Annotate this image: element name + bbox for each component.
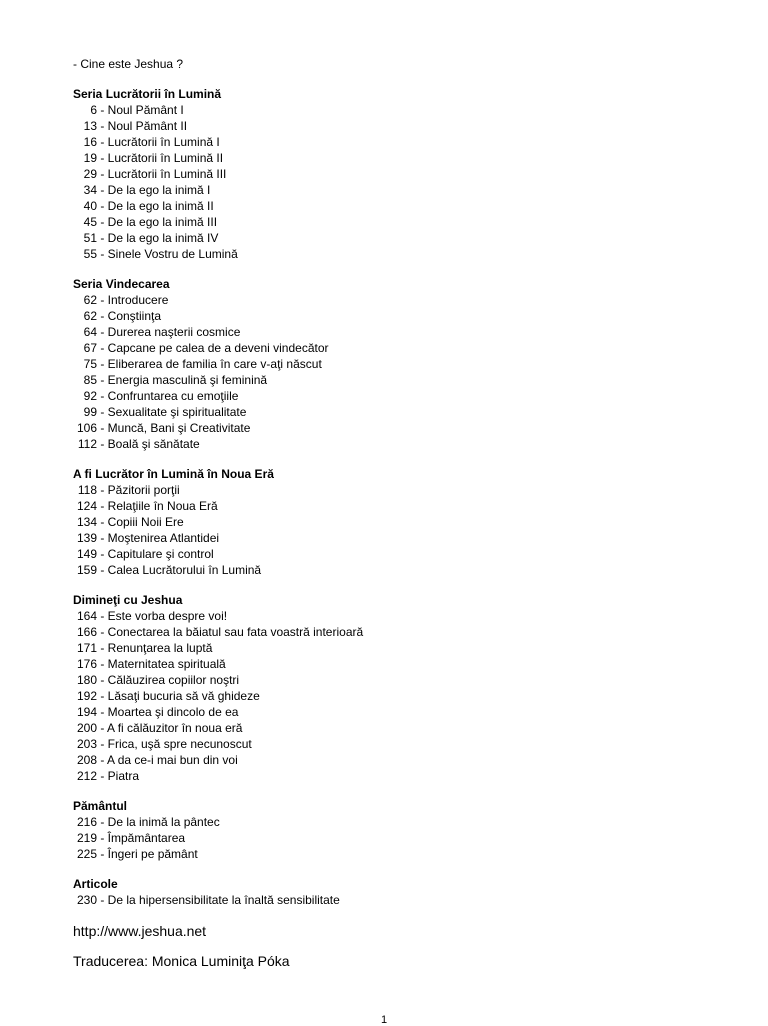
entry-title: A fi călăuzitor în noua eră xyxy=(107,721,243,735)
entry-page-number: 192 xyxy=(76,689,97,703)
toc-entry xyxy=(73,830,733,846)
entry-title: De la ego la inimă I xyxy=(107,183,211,197)
toc-entry xyxy=(73,404,733,420)
entry-separator: - xyxy=(97,893,108,907)
entry-page-number: 92 xyxy=(83,389,97,403)
entry-page-number: 40 xyxy=(83,199,97,213)
entry-separator: - xyxy=(97,103,108,117)
entry-title: Copiii Noii Ere xyxy=(107,515,184,529)
entry-separator: - xyxy=(97,421,108,435)
section-title: Seria Lucrătorii în Lumină xyxy=(73,87,222,101)
entry-title: Moştenirea Atlantidei xyxy=(107,531,220,545)
entry-separator: - xyxy=(97,389,108,403)
entry-page-number: 124 xyxy=(76,499,97,513)
entry-separator: - xyxy=(97,847,108,861)
entry-separator: - xyxy=(97,293,108,307)
entry-page-number: 203 xyxy=(76,737,97,751)
entry-page-number: 216 xyxy=(76,815,97,829)
toc-entry xyxy=(73,102,733,118)
website-link[interactable]: http://www.jeshua.net xyxy=(73,923,207,939)
entry-separator: - xyxy=(97,499,108,513)
entry-title: Piatra xyxy=(107,769,140,783)
entry-separator: - xyxy=(97,231,108,245)
entry-page-number: 34 xyxy=(83,183,97,197)
entry-page-number: 19 xyxy=(83,151,97,165)
toc-entry xyxy=(73,388,733,404)
toc-entry xyxy=(73,688,733,704)
entry-separator: - xyxy=(97,515,108,529)
entry-title: Conştiinţa xyxy=(107,309,162,323)
entry-page-number: 149 xyxy=(76,547,97,561)
entry-title: De la ego la inimă II xyxy=(107,199,214,213)
entry-page-number: 62 xyxy=(83,309,97,323)
entry-title: De la ego la inimă IV xyxy=(107,231,219,245)
toc-entry xyxy=(73,656,733,672)
entry-title: Călăuzirea copiilor noştri xyxy=(107,673,240,687)
entry-page-number: 164 xyxy=(76,609,97,623)
entry-page-number: 230 xyxy=(76,893,97,907)
toc-entry xyxy=(73,736,733,752)
toc-entry xyxy=(73,498,733,514)
entry-separator: - xyxy=(97,483,108,497)
entry-separator: - xyxy=(97,357,108,371)
entry-page-number: 166 xyxy=(76,625,97,639)
entry-separator: - xyxy=(97,151,108,165)
entry-title: Eliberarea de familia în care v-aţi născut xyxy=(107,357,322,371)
entry-title: Lucrătorii în Lumină II xyxy=(107,151,224,165)
toc-entry xyxy=(73,624,733,640)
entry-title: Energia masculină şi feminină xyxy=(107,373,268,387)
entry-title: Renunţarea la luptă xyxy=(107,641,213,655)
entry-separator: - xyxy=(97,437,108,451)
entry-title: Conectarea la băiatul sau fata voastră interioară xyxy=(107,625,364,639)
toc-section xyxy=(73,798,733,862)
toc-entry xyxy=(73,118,733,134)
entry-page-number: 134 xyxy=(76,515,97,529)
entry-title: Capcane pe calea de a deveni vindecător xyxy=(107,341,329,355)
entry-separator: - xyxy=(97,135,108,149)
entry-title: Moartea şi dincolo de ea xyxy=(107,705,239,719)
entry-separator: - xyxy=(97,815,108,829)
entry-separator: - xyxy=(97,769,108,783)
entry-page-number: 194 xyxy=(76,705,97,719)
entry-separator: - xyxy=(97,547,108,561)
entry-page-number: 13 xyxy=(83,119,97,133)
entry-page-number: 139 xyxy=(76,531,97,545)
entry-title: De la hipersensibilitate la înaltă sensibilitate xyxy=(107,893,340,907)
entry-separator: - xyxy=(97,309,108,323)
entry-page-number: 118 xyxy=(77,483,97,497)
entry-title: Lăsaţi bucuria să vă ghideze xyxy=(107,689,260,703)
toc-section xyxy=(73,876,733,908)
entry-title: Îngeri pe pământ xyxy=(107,847,198,861)
toc-entry xyxy=(73,246,733,262)
toc-entry xyxy=(73,340,733,356)
page-number: 1 xyxy=(380,1014,388,1026)
entry-page-number: 171 xyxy=(76,641,97,655)
entry-title: Păzitorii porţii xyxy=(107,483,180,497)
entry-separator: - xyxy=(97,721,108,735)
entry-title: Împământarea xyxy=(107,831,186,845)
entry-title: Este vorba despre voi! xyxy=(107,609,228,623)
entry-page-number: 62 xyxy=(83,293,97,307)
entry-page-number: 51 xyxy=(83,231,97,245)
toc-section xyxy=(73,86,733,262)
entry-title: Capitulare şi control xyxy=(107,547,214,561)
entry-page-number: 29 xyxy=(83,167,97,181)
entry-page-number: 219 xyxy=(76,831,97,845)
entry-separator: - xyxy=(97,215,108,229)
entry-title: Introducere xyxy=(107,293,169,307)
entry-separator: - xyxy=(97,737,108,751)
toc-entry xyxy=(73,166,733,182)
entry-separator: - xyxy=(97,563,108,577)
section-title: A fi Lucrător în Lumină în Noua Eră xyxy=(73,467,274,481)
toc-entry xyxy=(73,482,733,498)
entry-title: Noul Pământ I xyxy=(107,103,184,117)
entry-page-number: 16 xyxy=(83,135,97,149)
entry-separator: - xyxy=(97,673,108,687)
entry-title: Boală şi sănătate xyxy=(107,437,200,451)
entry-page-number: 106 xyxy=(76,421,97,435)
entry-page-number: 159 xyxy=(76,563,97,577)
entry-title: A da ce-i mai bun din voi xyxy=(107,753,238,767)
toc-entry xyxy=(73,720,733,736)
toc-entry xyxy=(73,768,733,784)
toc-entry xyxy=(73,846,733,862)
table-of-contents xyxy=(73,86,733,908)
toc-entry xyxy=(73,562,733,578)
toc-entry xyxy=(73,530,733,546)
document-page xyxy=(73,56,733,970)
entry-title: De la ego la inimă III xyxy=(107,215,218,229)
toc-entry xyxy=(73,704,733,720)
toc-entry xyxy=(73,752,733,768)
entry-title: Frica, uşă spre necunoscut xyxy=(107,737,252,751)
entry-page-number: 85 xyxy=(83,373,97,387)
toc-entry xyxy=(73,814,733,830)
entry-title: Relaţiile în Noua Eră xyxy=(107,499,218,513)
entry-separator: - xyxy=(97,325,108,339)
toc-entry xyxy=(73,292,733,308)
entry-title: Maternitatea spirituală xyxy=(107,657,226,671)
entry-page-number: 99 xyxy=(83,405,97,419)
toc-entry xyxy=(73,134,733,150)
entry-separator: - xyxy=(97,199,108,213)
entry-separator: - xyxy=(97,705,108,719)
toc-entry xyxy=(73,230,733,246)
entry-page-number: 180 xyxy=(76,673,97,687)
toc-entry xyxy=(73,198,733,214)
entry-page-number: 45 xyxy=(83,215,97,229)
toc-entry xyxy=(73,420,733,436)
entry-separator: - xyxy=(97,831,108,845)
toc-entry xyxy=(73,892,733,908)
entry-separator: - xyxy=(97,641,108,655)
entry-title: Calea Lucrătorului în Lumină xyxy=(107,563,262,577)
translator-credit: Traducerea: Monica Luminiţa Póka xyxy=(73,953,290,969)
entry-separator: - xyxy=(97,753,108,767)
entry-separator: - xyxy=(97,119,108,133)
entry-separator: - xyxy=(97,341,108,355)
entry-separator: - xyxy=(97,405,108,419)
toc-entry xyxy=(73,436,733,452)
toc-section xyxy=(73,466,733,578)
entry-page-number: 6 xyxy=(90,103,97,117)
entry-separator: - xyxy=(97,657,108,671)
toc-entry xyxy=(73,672,733,688)
entry-title: Lucrătorii în Lumină III xyxy=(107,167,227,181)
intro-line: - Cine este Jeshua ? xyxy=(73,57,184,71)
entry-page-number: 75 xyxy=(83,357,97,371)
entry-separator: - xyxy=(97,689,108,703)
entry-page-number: 176 xyxy=(76,657,97,671)
section-title: Pământul xyxy=(73,799,128,813)
toc-entry xyxy=(73,608,733,624)
entry-separator: - xyxy=(97,625,108,639)
toc-entry xyxy=(73,640,733,656)
toc-section xyxy=(73,276,733,452)
entry-page-number: 64 xyxy=(83,325,97,339)
entry-separator: - xyxy=(97,609,108,623)
toc-entry xyxy=(73,308,733,324)
entry-page-number: 55 xyxy=(83,247,97,261)
entry-page-number: 225 xyxy=(76,847,97,861)
entry-title: De la inimă la pântec xyxy=(107,815,220,829)
section-title: Dimineţi cu Jeshua xyxy=(73,593,183,607)
toc-entry xyxy=(73,514,733,530)
entry-separator: - xyxy=(97,373,108,387)
entry-page-number: 200 xyxy=(76,721,97,735)
entry-separator: - xyxy=(97,247,108,261)
entry-separator: - xyxy=(97,167,108,181)
toc-entry xyxy=(73,324,733,340)
entry-title: Confruntarea cu emoţiile xyxy=(107,389,239,403)
entry-title: Sinele Vostru de Lumină xyxy=(107,247,238,261)
entry-page-number: 112 xyxy=(77,437,97,451)
toc-entry xyxy=(73,372,733,388)
toc-entry xyxy=(73,546,733,562)
section-title: Seria Vindecarea xyxy=(73,277,170,291)
entry-title: Noul Pământ II xyxy=(107,119,188,133)
entry-title: Muncă, Bani şi Creativitate xyxy=(107,421,251,435)
toc-entry xyxy=(73,214,733,230)
toc-entry xyxy=(73,356,733,372)
entry-title: Sexualitate şi spiritualitate xyxy=(107,405,247,419)
entry-separator: - xyxy=(97,531,108,545)
toc-entry xyxy=(73,182,733,198)
entry-page-number: 212 xyxy=(76,769,97,783)
entry-page-number: 67 xyxy=(83,341,97,355)
entry-separator: - xyxy=(97,183,108,197)
section-title: Articole xyxy=(73,877,118,891)
entry-title: Lucrătorii în Lumină I xyxy=(107,135,220,149)
toc-section xyxy=(73,592,733,784)
entry-page-number: 208 xyxy=(76,753,97,767)
toc-entry xyxy=(73,150,733,166)
entry-title: Durerea naşterii cosmice xyxy=(107,325,241,339)
